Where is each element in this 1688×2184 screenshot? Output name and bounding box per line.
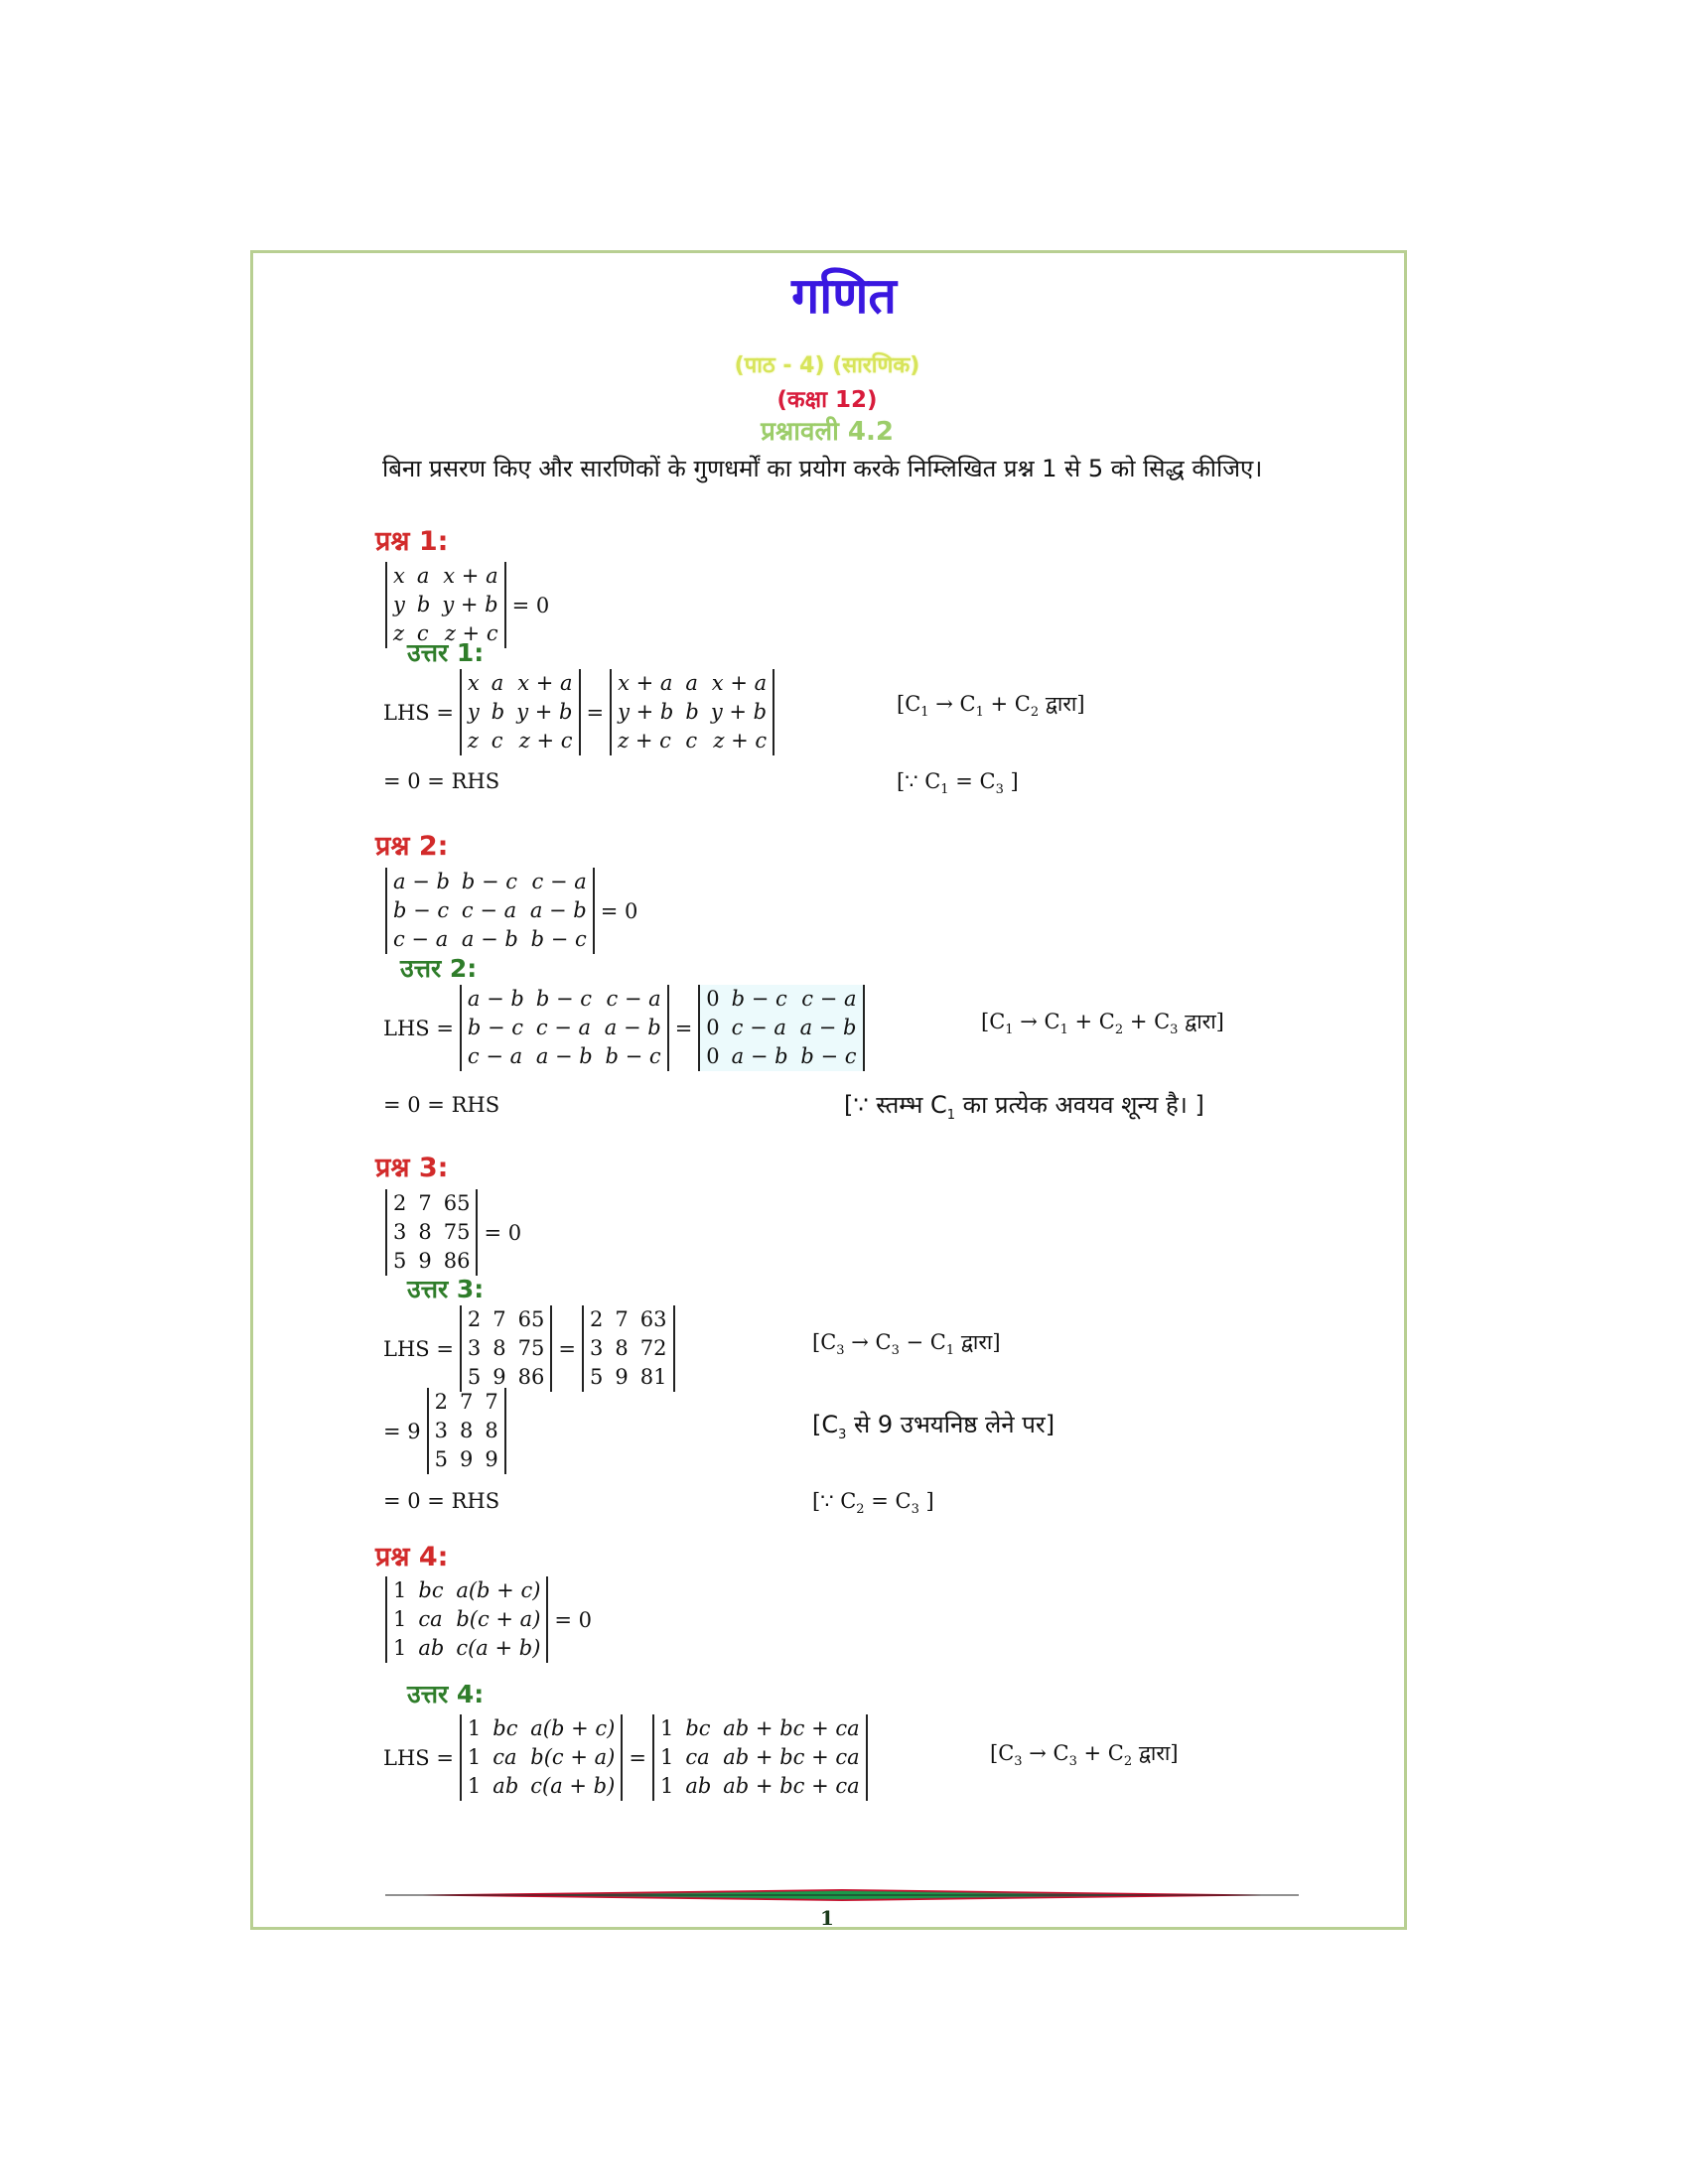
matrix-cell: c(a + b) [456,1636,541,1660]
matrix-cell: b − c [467,1016,524,1039]
column-operation-note: [$C_3 \to C_3 - C_1$ द्वारा] [812,1330,1001,1359]
matrix-row [391,868,589,896]
class-label: (कक्षा 12) [776,387,878,413]
matrix-cell: y + b [516,700,573,724]
matrix-cell: 8 [485,1419,498,1442]
matrix-cell: 8 [418,1220,432,1244]
matrix-cell: 7 [418,1191,432,1215]
matrix-cell: 1 [467,1716,482,1740]
determinant [460,985,669,1071]
lhs-label: LHS = [383,1745,454,1770]
column-operation-note: [$C_1 \to C_1 + C_2$ द्वारा] [897,692,1085,721]
matrix-cell: c [416,621,429,645]
matrix-cell: 0 [706,1016,720,1039]
matrix-cell: a − b [461,927,518,951]
matrix-row [433,1445,500,1474]
answer-3-heading: उत्तर 3: [407,1275,485,1303]
matrix-cell: 0 [706,987,720,1011]
matrix-row [466,698,575,727]
column-operation-note: [$C_3 \to C_3 + C_2$ द्वारा] [990,1741,1179,1770]
matrix-cell: c − a [461,898,517,922]
matrix-cell: x + a [517,671,573,695]
determinant [698,985,864,1071]
matrix-row [658,1772,862,1801]
question-2-statement [385,868,643,954]
matrix-row [466,1772,617,1801]
matrix-cell: 2 [434,1390,449,1414]
matrix-row [466,985,663,1014]
matrix-cell: a − b [467,987,524,1011]
matrix-cell: 0 [706,1044,720,1068]
chapter-subtitle: (पाठ - 4) (सारणिक) [734,353,920,378]
matrix-cell: b(c + a) [530,1745,616,1769]
matrix-cell: z + c [444,621,498,645]
determinant [385,868,595,954]
matrix-row [466,1042,663,1071]
matrix-cell: bc [418,1578,444,1602]
matrix-cell: y + b [618,700,674,724]
lhs-label: LHS = [383,1016,454,1040]
matrix-row [588,1305,668,1334]
matrix-row [616,727,769,755]
answer-4-heading: उत्तर 4: [407,1680,485,1708]
matrix-row [466,727,575,755]
matrix-cell: b [491,700,505,724]
matrix-cell: c(a + b) [530,1774,616,1798]
matrix-cell: ab [418,1636,445,1660]
matrix-row [391,591,500,619]
matrix-cell: 1 [467,1745,482,1769]
column-operation-note: [$C_1 \to C_1 + C_2 + C_3$ द्वारा] [981,1010,1224,1038]
question-3-heading: प्रश्न 3: [375,1153,449,1183]
equals-sign: = [629,1745,646,1770]
matrix-cell: z + c [618,729,671,752]
matrix-cell: c − a [606,987,661,1011]
matrix-cell: 9 [418,1249,432,1273]
matrix-cell: 2 [467,1307,482,1331]
matrix-cell: c [685,729,698,752]
lhs-label: LHS = [383,700,454,725]
matrix-cell: b − c [605,1044,661,1068]
matrix-cell: c [491,729,503,752]
matrix-cell: 75 [517,1336,545,1360]
matrix-cell: 9 [615,1365,629,1389]
matrix-cell: x + a [443,564,498,588]
matrix-cell: x + a [618,671,673,695]
matrix-cell: x [393,564,405,588]
matrix-cell: bc [685,1716,711,1740]
matrix-cell: c − a [467,1044,523,1068]
matrix-cell: 2 [393,1191,407,1215]
matrix-cell: c − a [731,1016,786,1039]
matrix-row [658,1714,862,1743]
matrix-cell: x + a [711,671,768,695]
matrix-cell: 7 [460,1390,474,1414]
matrix-row [588,1363,668,1392]
matrix-cell: 1 [659,1745,674,1769]
reason-note: [∵ $C_2 = C_3$ ] [812,1489,934,1518]
matrix-cell: a(b + c) [530,1716,616,1740]
matrix-cell: 7 [485,1390,498,1414]
matrix-cell: 9 [485,1447,498,1471]
matrix-cell: 65 [443,1191,471,1215]
matrix-row [704,1014,858,1042]
matrix-row [466,669,575,698]
matrix-row [704,1042,858,1071]
matrix-cell: z + c [713,729,768,752]
matrix-row [616,698,769,727]
matrix-cell: 86 [443,1249,471,1273]
question-1-heading: प्रश्न 1: [375,526,449,557]
answer-4-step [383,1714,868,1801]
matrix-row [466,1714,617,1743]
matrix-row [433,1388,500,1417]
matrix-cell: a − b [529,898,587,922]
matrix-cell: 5 [590,1365,604,1389]
equals-zero: = 0 [554,1607,593,1632]
matrix-cell: ab + bc + ca [723,1745,860,1769]
answer-1-step [383,669,774,755]
matrix-row [391,1189,472,1218]
matrix-cell: a − b [731,1044,788,1068]
answer-1-heading: उत्तर 1: [407,638,485,667]
matrix-row [466,1014,663,1042]
question-2-heading: प्रश्न 2: [375,831,449,862]
equals-sign: = [674,1016,693,1040]
matrix-cell: y [393,593,405,616]
determinant [652,1714,868,1801]
matrix-cell: 8 [615,1336,629,1360]
matrix-cell: 3 [393,1220,407,1244]
matrix-cell: z [467,729,479,752]
lhs-label: LHS = [383,1336,454,1361]
matrix-cell: z + c [518,729,573,752]
matrix-cell: 8 [460,1419,474,1442]
matrix-cell: b − c [393,898,450,922]
matrix-cell: b − c [461,870,518,893]
rhs-conclusion: = 0 = RHS [383,769,500,793]
matrix-cell: ab [685,1774,712,1798]
matrix-cell: ab + bc + ca [723,1716,860,1740]
matrix-cell: c − a [393,927,449,951]
matrix-cell: 72 [639,1336,667,1360]
footer-divider [385,1889,1299,1901]
matrix-cell: bc [492,1716,518,1740]
matrix-row [466,1743,617,1772]
matrix-cell: b(c + a) [456,1607,541,1631]
matrix-row [391,1605,542,1634]
matrix-row [466,1334,546,1363]
equals-zero: = 0 [511,593,550,617]
matrix-row [391,925,589,954]
matrix-cell: 3 [434,1419,449,1442]
matrix-cell: c − a [531,870,587,893]
determinant [582,1305,674,1392]
matrix-row [658,1743,862,1772]
matrix-cell: 65 [517,1307,545,1331]
matrix-cell: 7 [615,1307,629,1331]
answer-2-heading: उत्तर 2: [400,954,478,983]
matrix-cell: ca [418,1607,443,1631]
matrix-row [616,669,769,698]
determinant [460,669,581,755]
matrix-row [433,1417,500,1445]
matrix-cell: a − b [393,870,450,893]
matrix-cell: z [393,621,405,645]
matrix-cell: a [685,671,698,695]
equals-sign: = [586,700,605,725]
equals-sign: = [558,1336,577,1361]
rhs-conclusion: = 0 = RHS [383,1093,500,1117]
matrix-row [391,1218,472,1247]
equals-zero: = 0 [484,1220,522,1245]
matrix-row [391,896,589,925]
matrix-cell: 86 [517,1365,545,1389]
matrix-cell: ca [492,1745,517,1769]
question-3-statement [385,1189,527,1276]
matrix-cell: a − b [604,1016,661,1039]
matrix-row [391,1576,542,1605]
matrix-cell: ca [685,1745,710,1769]
determinant [385,1576,548,1663]
matrix-cell: a [416,564,430,588]
matrix-cell: 7 [492,1307,506,1331]
matrix-row [391,562,500,591]
determinant [460,1714,623,1801]
matrix-cell: b − c [530,927,587,951]
matrix-cell: 75 [443,1220,471,1244]
matrix-cell: b [685,700,699,724]
factor-note: [$C_3$ से 9 उभयनिष्ठ लेने पर] [812,1411,1055,1442]
reason-note: [∵ स्तम्भ $C_1$ का प्रत्येक अवयव शून्य है। ] [844,1091,1204,1123]
matrix-cell: 1 [393,1636,407,1660]
matrix-cell: a(b + c) [456,1578,541,1602]
matrix-cell: a [491,671,504,695]
answer-2-step [383,985,865,1071]
determinant [427,1388,506,1474]
matrix-cell: 5 [467,1365,482,1389]
equals-zero: = 0 [600,898,638,923]
matrix-cell: 5 [434,1447,449,1471]
determinant [385,1189,478,1276]
matrix-cell: 1 [393,1578,407,1602]
answer-3-factor-step [383,1388,506,1474]
matrix-cell: 5 [393,1249,407,1273]
question-4-statement [385,1576,598,1663]
matrix-cell: 9 [460,1447,474,1471]
matrix-cell: ab [492,1774,519,1798]
factor-nine: = 9 [383,1419,421,1443]
matrix-cell: c − a [535,1016,592,1039]
matrix-cell: b − c [731,987,787,1011]
matrix-cell: 8 [492,1336,506,1360]
matrix-cell: b − c [800,1044,857,1068]
page-title: गणित [791,267,897,325]
matrix-cell: x [467,671,480,695]
page-number: 1 [820,1906,834,1930]
matrix-cell: b − c [535,987,592,1011]
matrix-cell: 63 [639,1307,667,1331]
matrix-row [704,985,858,1014]
matrix-cell: 3 [590,1336,604,1360]
instruction-text: बिना प्रसरण किए और सारणिकों के गुणधर्मों का प्रयोग करके निम्लिखित प्रश्न 1 से 5 को सिद्ध कीजिए। [382,455,1263,482]
matrix-cell: a − b [799,1016,857,1039]
matrix-cell: y [467,700,480,724]
matrix-cell: c − a [801,987,857,1011]
matrix-cell: ab + bc + ca [723,1774,860,1798]
matrix-cell: 2 [590,1307,604,1331]
matrix-cell: b [416,593,431,616]
matrix-row [588,1334,668,1363]
matrix-cell: 1 [659,1716,674,1740]
matrix-cell: 1 [659,1774,674,1798]
matrix-cell: 1 [467,1774,482,1798]
matrix-cell: 81 [639,1365,667,1389]
matrix-row [391,1634,542,1663]
rhs-conclusion: = 0 = RHS [383,1489,500,1513]
matrix-row [466,1305,546,1334]
determinant [460,1305,552,1392]
matrix-cell: a − b [535,1044,593,1068]
exercise-heading: प्रश्नावली 4.2 [761,417,894,447]
reason-note: [∵ $C_1 = C_3$ ] [897,769,1019,798]
matrix-cell: 3 [467,1336,482,1360]
question-4-heading: प्रश्न 4: [375,1542,449,1572]
matrix-cell: 1 [393,1607,407,1631]
matrix-cell: y + b [442,593,498,616]
determinant [610,669,774,755]
matrix-cell: y + b [710,700,768,724]
matrix-cell: 9 [492,1365,506,1389]
answer-3-step [383,1305,675,1392]
